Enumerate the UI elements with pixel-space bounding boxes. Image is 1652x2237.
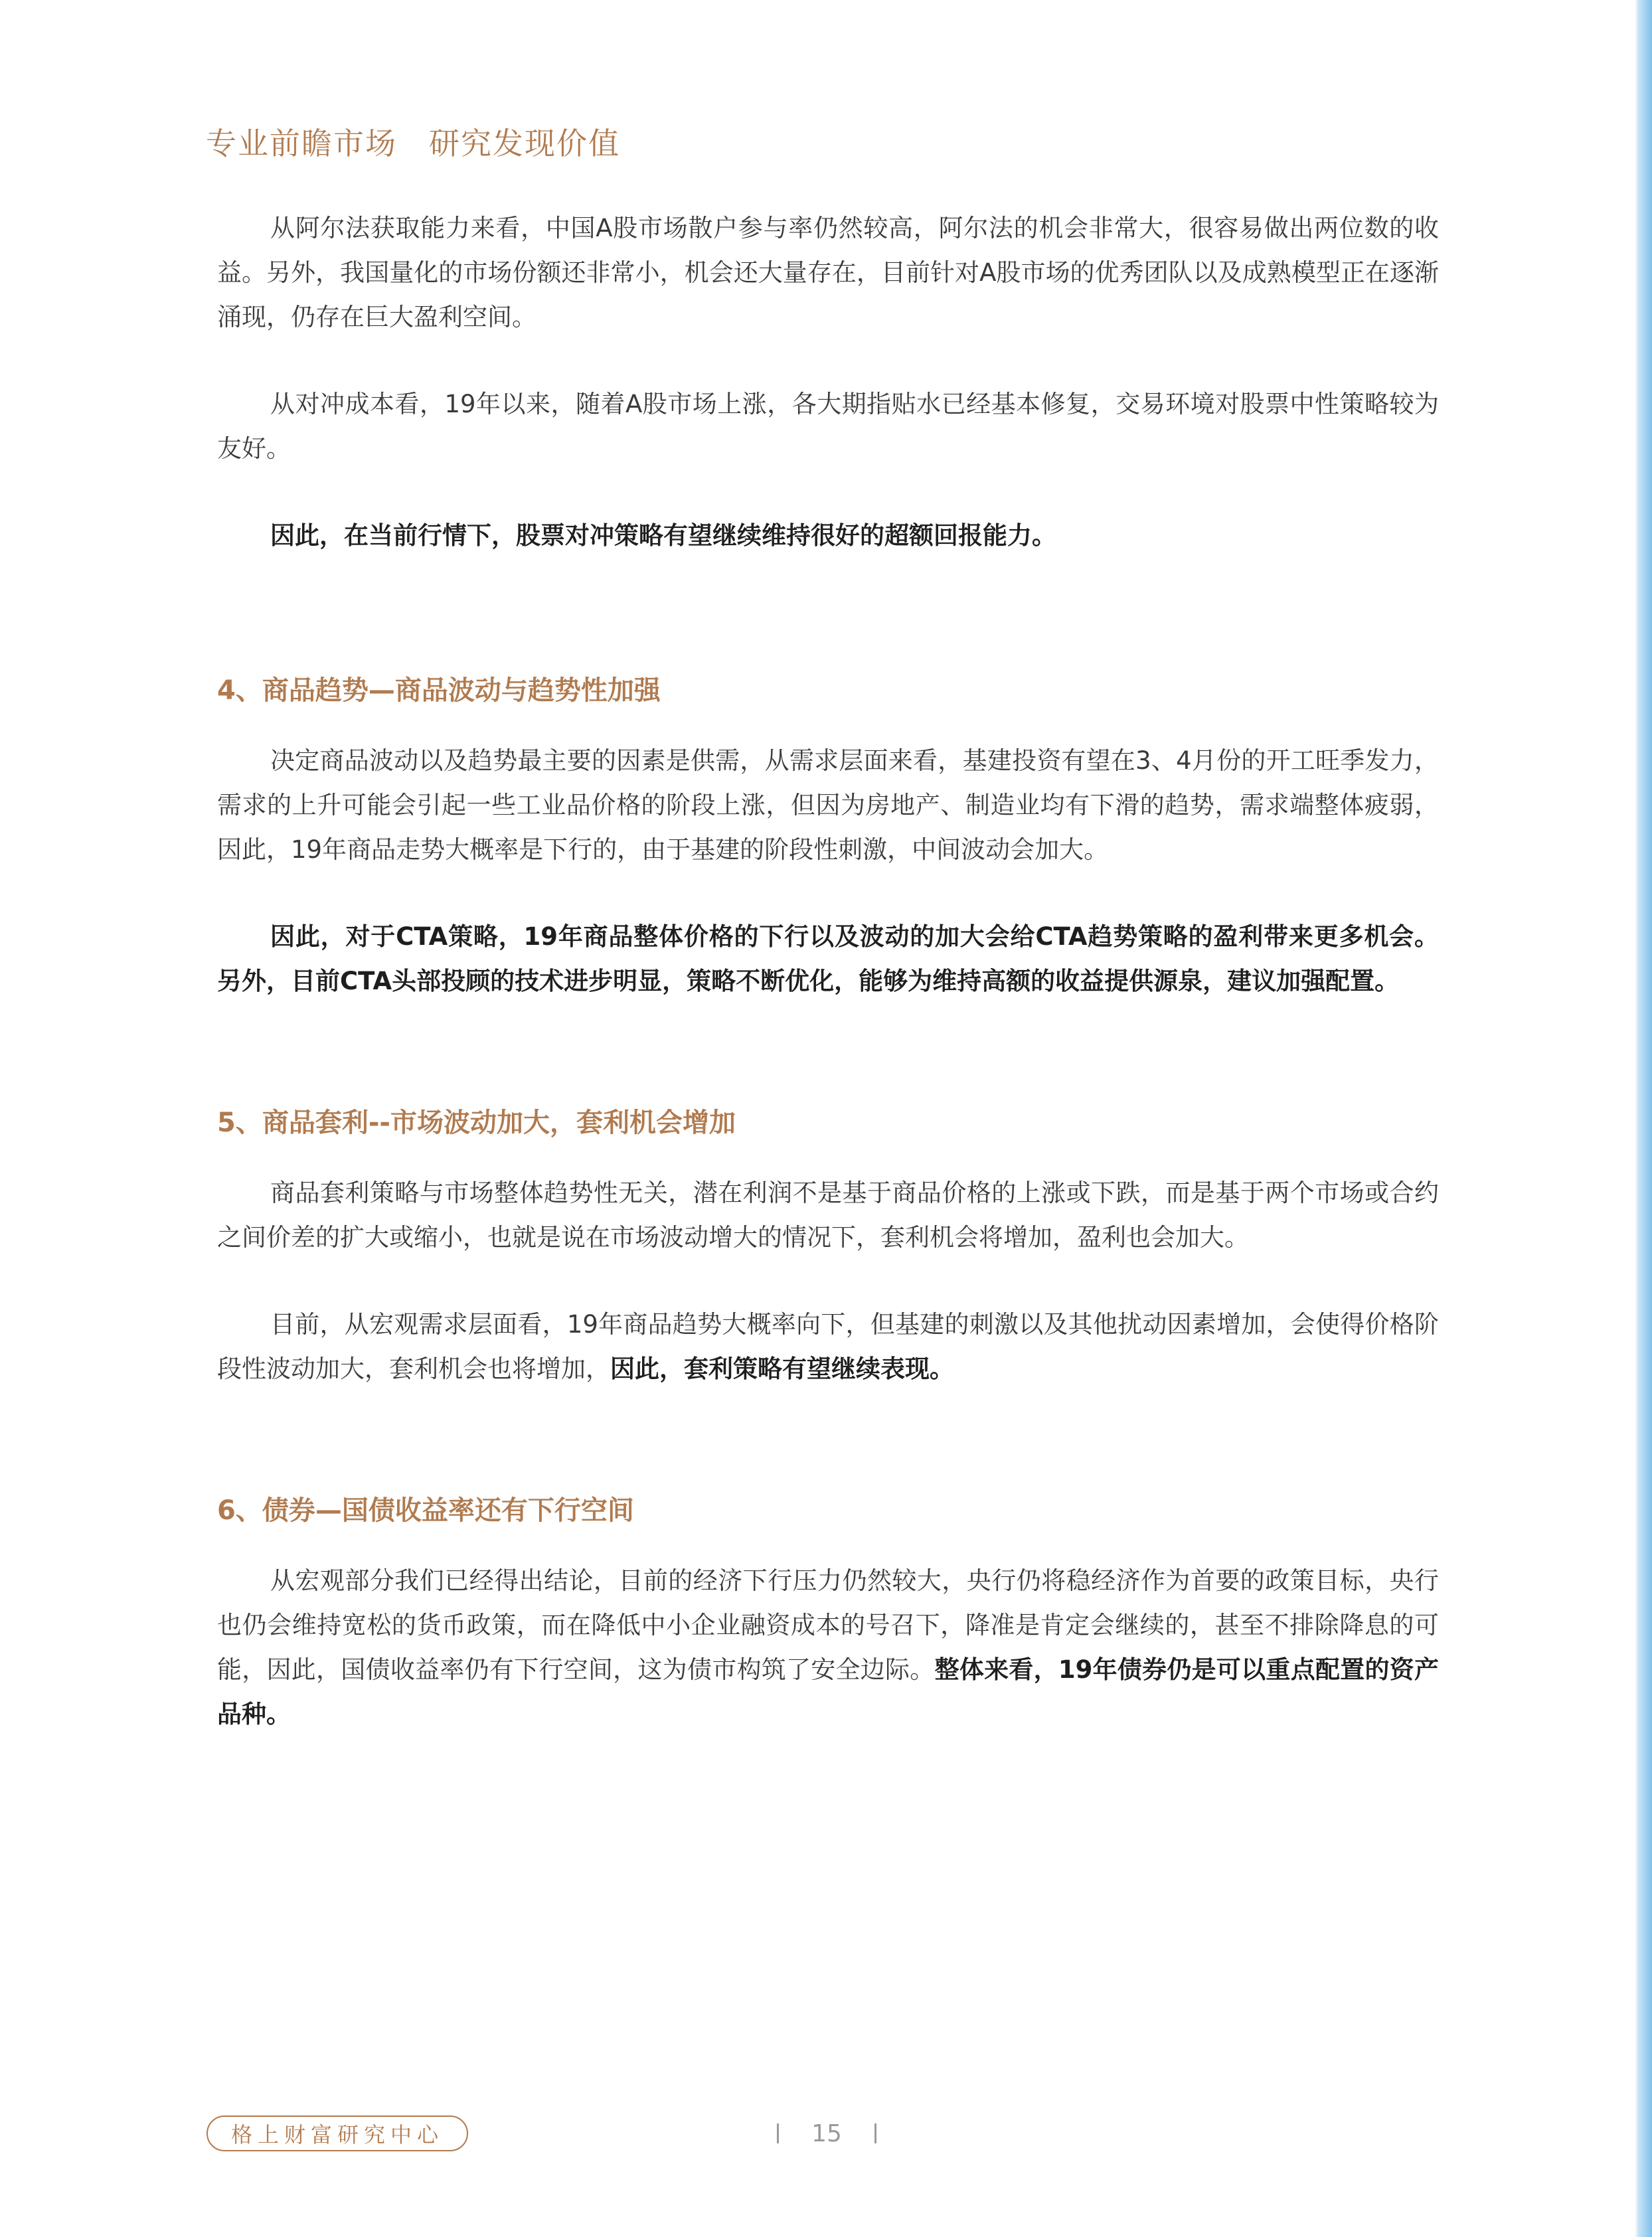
section-paragraph-mixed [217,1558,1439,1736]
section-paragraph: 决定商品波动以及趋势最主要的因素是供需，从需求层面来看，基建投资有望在3、4月份的开工旺季发力，需求的上升可能会引起一些工业品价格的阶段上涨，但因为房地产、制造业均有下滑的趋势，需求端整体疲弱，因此，19年商品走势大概率是下行的，由于基建的阶段性刺激，中间波动会加大。 [217,746,1439,864]
section-heading: 4、商品趋势—商品波动与趋势性加强 [217,675,661,706]
paragraph-alpha: 从阿尔法获取能力来看，中国A股市场散户参与率仍然较高，阿尔法的机会非常大，很容易做出两位数的收益。另外，我国量化的市场份额还非常小，机会还大量存在，目前针对A股市场的优秀团队以及成熟模型正在逐渐涌现，仍存在巨大盈利空间。 [217,214,1439,331]
footer-page-number [777,2117,876,2150]
paragraph-emphasis: 整体来看，19年债券仍是可以重点配置的资产品种。 [217,1655,1439,1728]
section-paragraph-mixed [217,1302,1439,1391]
paragraph-text: 目前，从宏观需求层面看，19年商品趋势大概率向下，但基建的刺激以及其他扰动因素增加，会使得价格阶段性波动加大，套利机会也将增加， [217,1310,1439,1383]
footer-organization-badge [206,2115,468,2151]
footer-organization-name: 格上财富研究中心 [230,2122,444,2147]
paragraph-hedge-cost: 从对冲成本看，19年以来，随着A股市场上涨，各大期指贴水已经基本修复，交易环境对股票中性策略较为友好。 [217,390,1439,463]
section-paragraph: 商品套利策略与市场整体趋势性无关，潜在利润不是基于商品价格的上涨或下跌，而是基于两个市场或合约之间价差的扩大或缩小，也就是说在市场波动增大的情况下，套利机会将增加，盈利也会加大。 [217,1179,1439,1252]
section-conclusion: 因此，对于CTA策略，19年商品整体价格的下行以及波动的加大会给CTA趋势策略的盈利带来更多机会。另外，目前CTA头部投顾的技术进步明显，策略不断优化，能够为维持高额的收益提供源泉，建议加强配置。 [217,922,1439,995]
paragraph-text: 从宏观部分我们已经得出结论，目前的经济下行压力仍然较大，央行仍将稳经济作为首要的政策目标，央行也仍会维持宽松的货币政策，而在降低中小企业融资成本的号召下，降准是肯定会继续的，甚至不排除降息的可能，因此，国债收益率仍有下行空间，这为债市构筑了安全边际。 [217,1566,1439,1684]
section-heading: 6、债券—国债收益率还有下行空间 [217,1495,634,1526]
paragraph-emphasis: 因此，套利策略有望继续表现。 [610,1355,954,1383]
page-edge-stripe [1637,0,1652,2237]
section-commodity-trend [217,671,1439,1003]
page-number-left-bar [777,2123,779,2143]
section-heading: 5、商品套利--市场波动加大，套利机会增加 [217,1108,736,1138]
section-commodity-arbitrage [217,1103,1439,1391]
section-bonds [217,1491,1439,1736]
document-body [217,206,1439,1736]
page-number-right-bar [874,2123,876,2143]
page-header-slogan: 专业前瞻市场 研究发现价值 [206,125,620,161]
page-number-text: 15 [811,2119,842,2147]
paragraph-hedge-conclusion: 因此，在当前行情下，股票对冲策略有望继续维持很好的超额回报能力。 [270,521,1056,550]
